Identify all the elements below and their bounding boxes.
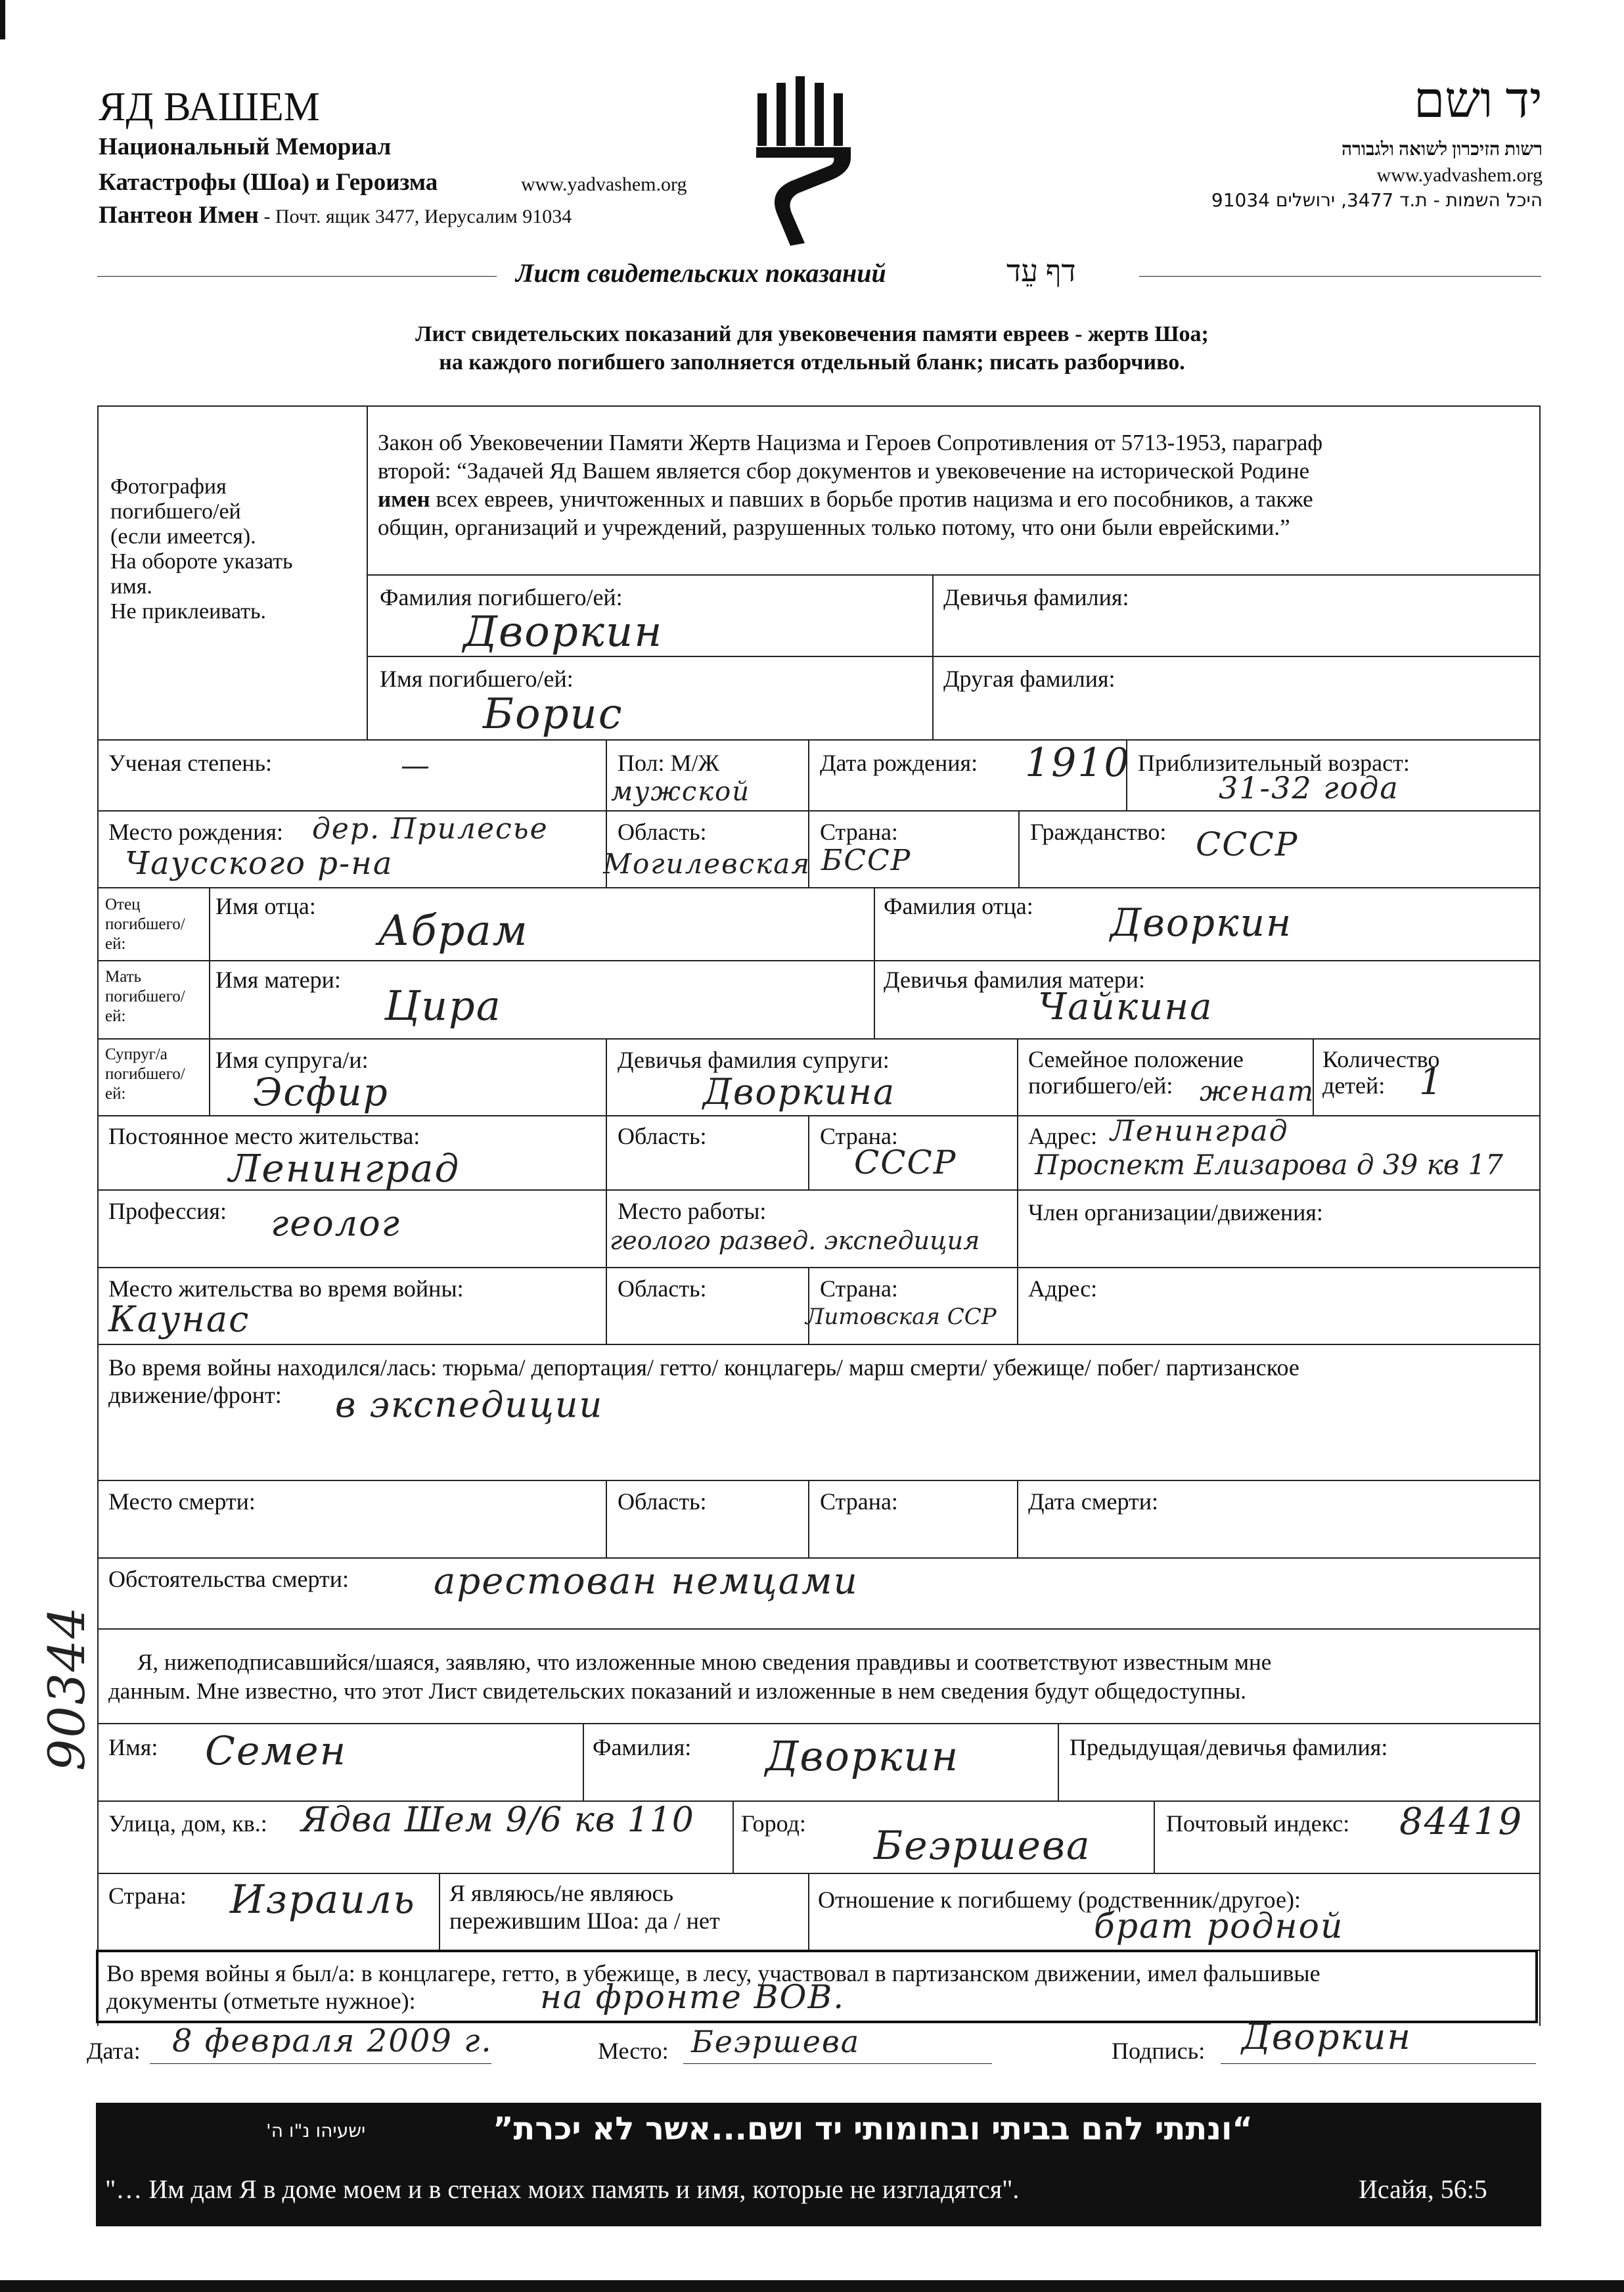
sub-street-label: Улица, дом, кв.: [108, 1810, 267, 1837]
law-line: второй: “Задачей Яд Вашем является сбор документов и увековечение на исторической Родине [378, 458, 1310, 484]
scan-mark-top-left [0, 0, 5, 39]
title-rule-left [97, 276, 497, 277]
address-label: Адрес: [1028, 1123, 1098, 1149]
war-status-value[interactable]: в экспедиции [335, 1384, 604, 1425]
citizenship-label: Гражданство: [1030, 819, 1167, 845]
relation-value[interactable]: брат родной [1094, 1907, 1344, 1946]
photo-line: погибшего/ей [110, 499, 241, 524]
address-value-2[interactable]: Проспект Елизарова д 39 кв 17 [1035, 1149, 1503, 1181]
birth-country-label: Страна: [820, 819, 898, 845]
footer-russian: "… Им дам Я в доме моем и в стенах моих память и имя, которые не изгладятся". [105, 2174, 1020, 2204]
org-name-ru: ЯД ВАШЕМ [99, 85, 320, 129]
sub-surname-value[interactable]: Дворкин [765, 1732, 960, 1780]
org-line-3 [99, 201, 572, 229]
law-text [378, 428, 1322, 541]
side-line: погибшего/ [105, 988, 185, 1005]
side-line: Мать [105, 968, 142, 986]
residence-label: Постоянное место жительства: [108, 1123, 420, 1149]
citizenship-value[interactable]: СССР [1196, 825, 1299, 863]
date-label: Дата: [87, 2038, 141, 2064]
relation-label: Отношение к погибшему (родственник/другое): [818, 1887, 1301, 1913]
children-value[interactable]: 1 [1419, 1061, 1444, 1103]
spouse-name-label: Имя супруга/и: [215, 1047, 369, 1073]
father-name-value[interactable]: Абрам [378, 907, 529, 955]
sub-country-value[interactable]: Израиль [230, 1877, 416, 1923]
declaration-line: данным. Мне известно, что этот Лист свидетельских показаний и изложенные в нем сведения будут общедоступны. [108, 1678, 1246, 1704]
approx-age-label: Приблизительный возраст: [1138, 750, 1410, 776]
sub-name-label: Имя: [108, 1734, 158, 1760]
photo-box-text [110, 474, 293, 624]
photo-line: имя. [110, 574, 152, 599]
spouse-name-value[interactable]: Эсфир [253, 1070, 389, 1114]
membership-label: Член организации/движения: [1028, 1199, 1323, 1226]
war-residence-label: Место жительства во время войны: [108, 1275, 464, 1302]
address-value-1[interactable]: Ленинград [1110, 1114, 1289, 1148]
sex-value[interactable]: мужской [611, 777, 750, 807]
footer-hebrew: “ונתתי להם בביתי ובחומותי יד ושם...אשר לא יכרת” [493, 2111, 1253, 2147]
marital-line: погибшего/ей: [1028, 1072, 1173, 1099]
sub-country-label: Страна: [108, 1883, 187, 1909]
birth-region-label: Область: [618, 819, 707, 845]
degree-label: Ученая степень: [108, 750, 272, 776]
side-line: ей: [105, 1085, 126, 1103]
death-circumstances-value[interactable]: арестован немцами [434, 1560, 859, 1603]
place-value[interactable]: Беэршева [691, 2024, 861, 2059]
signature-value[interactable]: Дворкин [1242, 2016, 1412, 2057]
org-line-1: Национальный Мемориал [99, 133, 392, 160]
father-surname-label: Фамилия отца: [884, 893, 1033, 919]
war-region-label: Область: [618, 1275, 707, 1302]
sub-surname-label: Фамилия: [593, 1734, 692, 1760]
declaration-line: Я, нижеподписавшийся/шаяся, заявляю, что изложенные мною сведения правдивы и соответствуют известным мне [137, 1649, 1272, 1675]
photo-line: На обороте указать [110, 549, 293, 574]
marital-value[interactable]: женат [1200, 1075, 1315, 1107]
scan-mark-bottom [0, 2280, 1624, 2292]
photo-line: Не приклеивать. [110, 599, 266, 624]
survivor-label [449, 1879, 720, 1935]
res-country-label: Страна: [820, 1123, 898, 1149]
yad-vashem-logo [752, 74, 864, 248]
mother-name-value[interactable]: Цирa [384, 982, 502, 1030]
spouse-maiden-value[interactable]: Дворкина [703, 1071, 896, 1112]
workplace-label: Место работы: [618, 1198, 767, 1224]
side-line: погибшего/ [105, 1065, 185, 1083]
degree-value[interactable]: — [401, 749, 431, 783]
photo-line: (если имеется). [110, 524, 256, 549]
sub-name-value[interactable]: Семен [205, 1728, 348, 1774]
sub-war-line: Во время войны я был/а: в концлагере, гетто, в убежище, в лесу, участвовал в партизанском движении, имел фальшивые [106, 1960, 1320, 1986]
father-side-label [105, 895, 185, 954]
surname-value[interactable]: Дворкин [463, 608, 664, 656]
war-status-line: Во время войны находился/лась: тюрьма/ депортация/ гетто/ концлагерь/ марш смерти/ убежище/ побег/ партизанское [108, 1354, 1299, 1381]
profession-value[interactable]: геолог [271, 1203, 401, 1244]
law-line-rest: всех евреев, уничтоженных и павших в борьбе против нацизма и его пособников, а также [430, 486, 1313, 512]
other-surname-label: Другая фамилия: [943, 666, 1116, 692]
res-country-value[interactable]: СССР [854, 1143, 957, 1181]
first-name-label: Имя погибшего/ей: [380, 666, 574, 692]
death-region-label: Область: [618, 1488, 707, 1515]
children-line: детей: [1322, 1072, 1386, 1099]
side-line: погибшего/ [105, 915, 185, 933]
law-line: Закон об Увековечении Памяти Жертв Нацизма и Героев Сопротивления от 5713-1953, параграф [378, 430, 1323, 455]
form-title-he: דף עֵד [1006, 254, 1076, 288]
death-country-label: Страна: [820, 1488, 898, 1515]
birth-country-value[interactable]: БССР [821, 844, 912, 877]
war-status-line: движение/фронт: [108, 1382, 282, 1408]
org-he-line-1: רשות הזיכרון לשואה ולגבורה [1341, 139, 1543, 160]
side-line: ей: [105, 1007, 126, 1025]
mother-maiden-value[interactable]: Чайкина [1038, 986, 1213, 1028]
law-line: общин, организаций и учреждений, разрушенных только потому, что они были еврейскими.” [378, 515, 1290, 540]
date-value[interactable]: 8 февраля 2009 г. [172, 2023, 493, 2059]
birth-date-label: Дата рождения: [820, 750, 978, 776]
website-he: www.yadvashem.org [1376, 164, 1543, 186]
birth-date-value[interactable]: 1910 [1025, 740, 1131, 786]
side-line: Супруг/а [105, 1045, 168, 1063]
place-label: Место: [598, 2038, 669, 2064]
workplace-value[interactable]: геолого развед. экспедиция [610, 1226, 980, 1255]
signature-label: Подпись: [1112, 2038, 1206, 2064]
spouse-maiden-label: Девичья фамилия супруги: [618, 1047, 890, 1073]
mother-name-label: Имя матери: [215, 967, 341, 993]
sex-label: Пол: М/Ж [618, 750, 719, 776]
mother-side-label [105, 967, 185, 1026]
maiden-label: Девичья фамилия: [943, 584, 1129, 610]
sub-city-label: Город: [741, 1810, 806, 1837]
sub-prev-label: Предыдущая/девичья фамилия: [1070, 1734, 1388, 1760]
father-name-label: Имя отца: [215, 893, 316, 919]
date-line [150, 2063, 491, 2064]
website-ru: www.yadvashem.org [521, 173, 687, 195]
law-line [378, 485, 1322, 513]
margin-number: 90344 [37, 1605, 96, 1771]
war-status-label [108, 1354, 1299, 1409]
sub-zip-value[interactable]: 84419 [1399, 1800, 1523, 1843]
declaration-text [108, 1648, 1271, 1706]
war-country-value[interactable]: Литовская ССР [805, 1304, 997, 1330]
birth-place-value-1[interactable]: дер. Прилесье [312, 812, 549, 846]
law-bold-word: имен [378, 486, 430, 512]
title-rule-right [1139, 276, 1541, 277]
intro-line-2: на каждого погибшего заполняется отдельный бланк; писать разборчиво. [439, 350, 1185, 375]
profession-label: Профессия: [108, 1198, 227, 1224]
org-line-2: Катастрофы (Шоа) и Героизма [99, 169, 438, 196]
death-place-label: Место смерти: [108, 1488, 256, 1515]
surname-label: Фамилия погибшего/ей: [380, 584, 623, 610]
survivor-line: Я являюсь/не являюсь [449, 1880, 674, 1906]
residence-value[interactable]: Ленинград [229, 1146, 461, 1191]
photo-line: Фотография [110, 474, 227, 499]
footer-hebrew-ref: ישעיהו נ"ו ה' [266, 2120, 366, 2142]
birth-place-value-2[interactable]: Чаусского р-на [125, 845, 394, 882]
birth-region-value[interactable]: Могилевская [603, 848, 811, 880]
footer-russian-ref: Исайя, 56:5 [1359, 2174, 1487, 2204]
sub-zip-label: Почтовый индекс: [1166, 1810, 1350, 1837]
place-line [683, 2063, 992, 2064]
spouse-side-label [105, 1045, 185, 1104]
intro-line-1: Лист свидетельских показаний для увековечения памяти евреев - жертв Шоа; [415, 322, 1209, 346]
side-line: ей: [105, 935, 126, 953]
sub-city-value[interactable]: Беэршева [874, 1823, 1091, 1869]
marital-line: Семейное положение [1028, 1046, 1244, 1072]
children-line: Количество [1322, 1046, 1440, 1072]
war-residence-value[interactable]: Каунас [108, 1298, 250, 1340]
org-name-he: יד ושם [1413, 73, 1543, 128]
father-surname-value[interactable]: Дворкин [1110, 900, 1293, 945]
form-title-ru: Лист свидетельских показаний [516, 258, 886, 288]
side-line: Отец [105, 896, 141, 913]
survivor-line: пережившим Шоа: да / нет [449, 1908, 720, 1934]
sub-war-line: документы (отметьте нужное): [106, 1988, 416, 2014]
sub-war-value[interactable]: на фронте ВОВ. [540, 1978, 846, 2016]
first-name-value[interactable]: Борис [483, 690, 623, 739]
war-address-label: Адрес: [1028, 1275, 1098, 1302]
war-country-label: Страна: [820, 1275, 898, 1302]
pantheon-label: Пантеон Имен [99, 202, 259, 229]
death-circumstances-label: Обстоятельства смерти: [108, 1566, 349, 1592]
death-date-label: Дата смерти: [1028, 1488, 1159, 1515]
approx-age-value[interactable]: 31-32 года [1219, 770, 1399, 806]
res-region-label: Область: [618, 1123, 707, 1149]
org-he-line-3: היכל השמות - ת.ד 3477, ירושלים 91034 [1211, 189, 1543, 211]
birth-place-label: Место рождения: [108, 819, 284, 845]
mother-maiden-label: Девичья фамилия матери: [884, 967, 1146, 993]
sub-street-value[interactable]: Ядва Шем 9/6 кв 110 [301, 1800, 694, 1840]
postal-address: - Почт. ящик 3477, Иерусалим 91034 [259, 206, 572, 227]
signature-line [1221, 2063, 1536, 2064]
